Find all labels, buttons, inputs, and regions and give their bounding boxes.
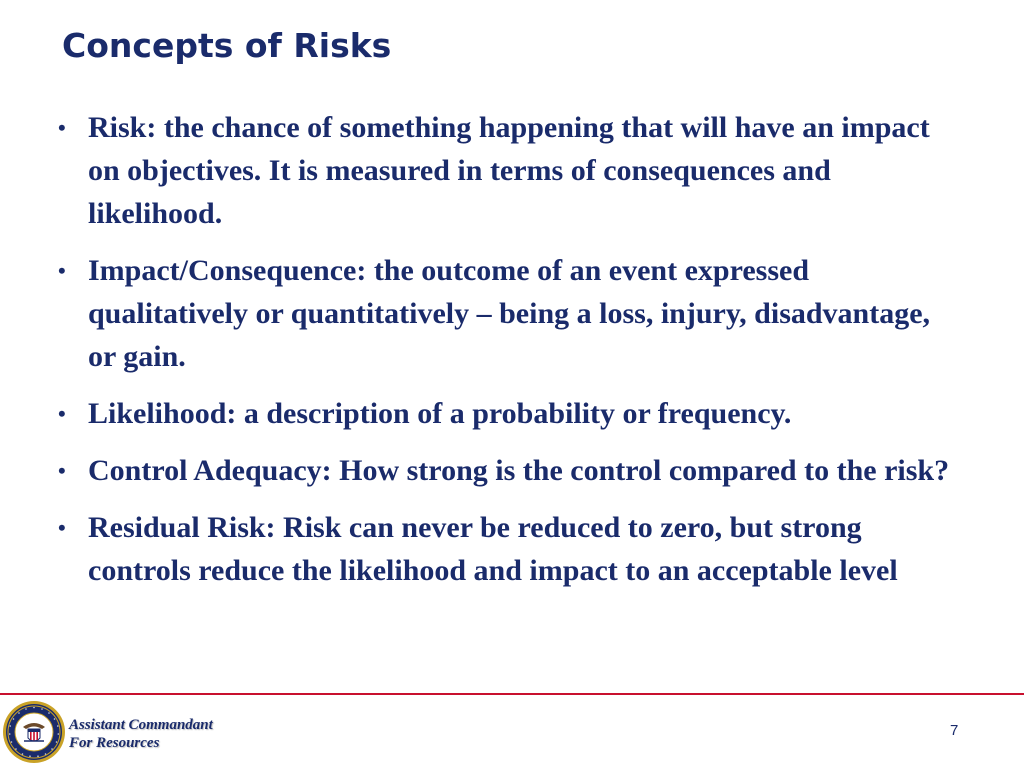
bullet-item <box>58 106 958 235</box>
bullet-marker-icon: • <box>58 115 66 140</box>
bullet-marker-icon: • <box>58 401 66 426</box>
organization-name-line2: For Resources <box>69 735 160 751</box>
bullet-marker-icon: • <box>58 458 66 483</box>
bullet-marker-icon: • <box>58 258 66 283</box>
bullet-item <box>58 449 958 492</box>
coast-guard-seal-icon <box>2 700 66 764</box>
footer-divider <box>0 693 1024 695</box>
page-number: 7 <box>950 722 959 739</box>
bullet-item <box>58 392 958 435</box>
bullet-list <box>58 106 958 606</box>
bullet-text: Likelihood: a description of a probability or frequency. <box>88 397 792 430</box>
slide-title: Concepts of Risks <box>62 26 392 65</box>
bullet-text: Residual Risk: Risk can never be reduced to zero, but strong controls reduce the likelihood and impact to an acceptable level <box>88 511 898 587</box>
organization-name-line1: Assistant Commandant <box>69 717 213 733</box>
bullet-text: Impact/Consequence: the outcome of an event expressed qualitatively or quantitatively – being a loss, injury, disadvantage, or gain. <box>88 254 931 373</box>
bullet-text: Risk: the chance of something happening that will have an impact on objectives. It is measured in terms of consequences and likelihood. <box>88 111 930 230</box>
bullet-item <box>58 249 958 378</box>
organization-name <box>69 716 213 752</box>
bullet-item <box>58 506 958 592</box>
bullet-marker-icon: • <box>58 515 66 540</box>
bullet-text: Control Adequacy: How strong is the control compared to the risk? <box>88 454 950 487</box>
